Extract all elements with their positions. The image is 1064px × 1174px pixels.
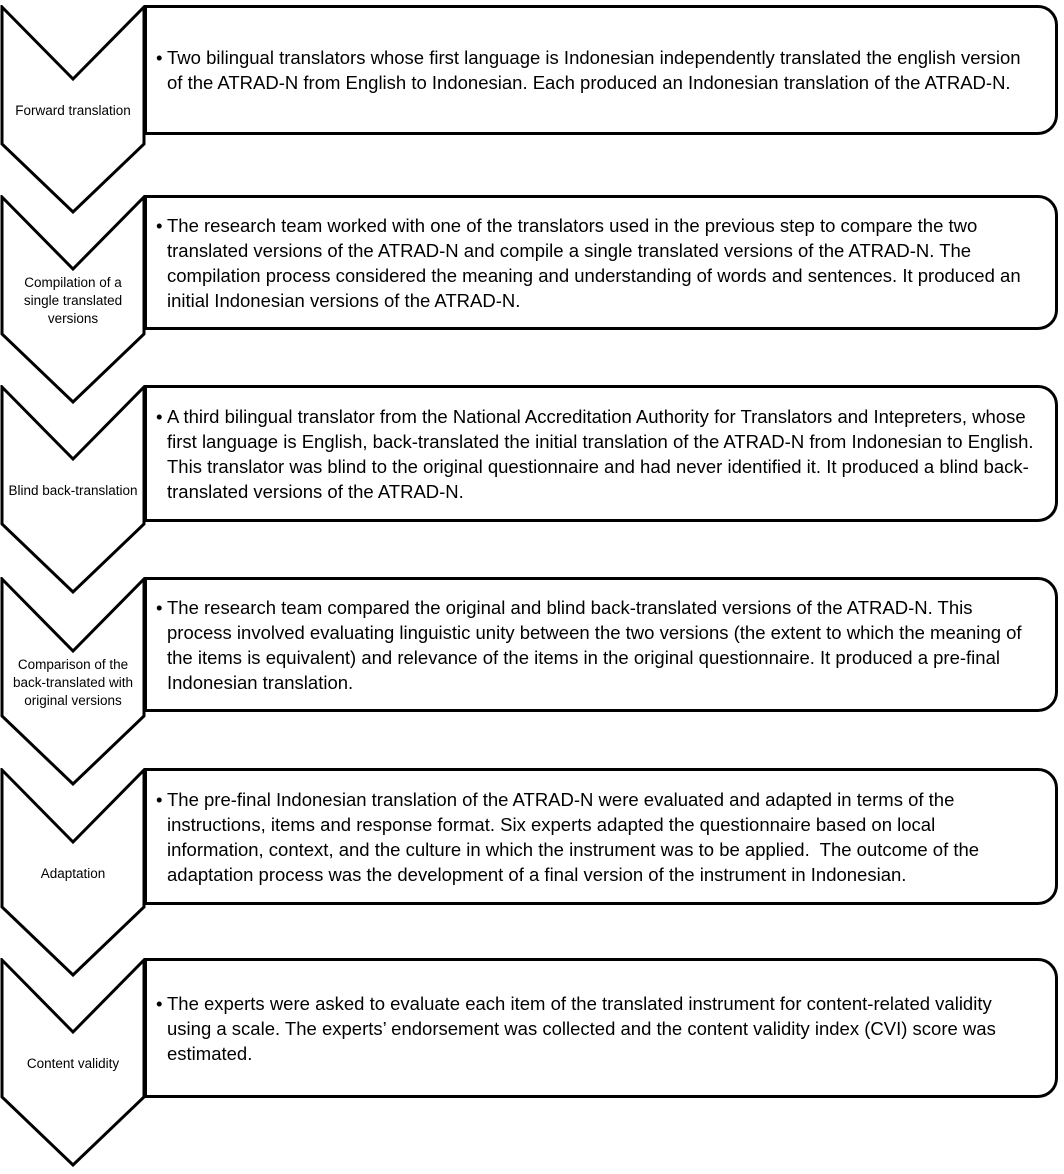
bullet-paragraph xyxy=(147,404,1045,504)
bullet-marker: • xyxy=(156,596,163,618)
step-description-box xyxy=(144,5,1058,135)
chevron-down-shape xyxy=(0,385,146,594)
step-label: Comparison of the back-translated with original versions xyxy=(12,657,134,708)
step-description-box xyxy=(144,577,1058,712)
bullet-paragraph xyxy=(147,595,1045,695)
chevron-down-shape xyxy=(0,768,146,977)
chevron-down-shape xyxy=(0,577,146,786)
step-description-text: A third bilingual translator from the National Accreditation Authority for Translators and Intepreters, whose first language is English, back-translated the initial translation of the ATRAD-N from Indonesian to English. This translator was blind to the original questionnaire and had never identified it. It produced a blind back-translated versions of the ATRAD-N. xyxy=(167,405,1039,502)
step-description-text: The research team worked with one of the translators used in the previous step to compare the two translated versions of the ATRAD-N and compile a single translated versions of the ATRAD-N. The compilation process considered the meaning and understanding of words and sentences. It produced an initial Indonesian versions of the ATRAD-N. xyxy=(167,214,1026,311)
step-description-text: The pre-final Indonesian translation of the ATRAD-N were evaluated and adapted in terms of the instructions, items and response format. Six experts adapted the questionnaire based on local information, context, and the culture in which the instrument was to be applied. The outcome of the adaptation process was the development of a final version of the instrument in Indonesian. xyxy=(167,788,985,885)
step-description-box xyxy=(144,385,1058,522)
chevron-down-shape xyxy=(0,195,146,404)
step-description-box xyxy=(144,768,1058,905)
step-description-box xyxy=(144,195,1058,330)
bullet-marker: • xyxy=(156,47,163,68)
bullet-paragraph xyxy=(147,991,1045,1066)
step-label: Adaptation xyxy=(40,866,106,882)
step-label: Compilation of a single translated versions xyxy=(23,275,123,326)
chevron-down-shape xyxy=(0,5,146,214)
bullet-marker: • xyxy=(156,992,163,1014)
bullet-paragraph xyxy=(147,45,1045,95)
step-label: Content validity xyxy=(26,1056,120,1072)
step-description-box xyxy=(144,958,1058,1098)
bullet-marker: • xyxy=(156,214,163,236)
bullet-marker: • xyxy=(156,405,163,427)
step-label: Forward translation xyxy=(15,103,131,119)
chevron-down-shape xyxy=(0,958,146,1167)
step-description-text: The research team compared the original and blind back-translated versions of the ATRAD-N. This process involved evaluating linguistic unity between the two versions (the extent to which the meaning of the items is equivalent) and relevance of the items in the original questionnaire. It produced a pre-final Indonesian translation. xyxy=(167,596,1027,693)
bullet-marker: • xyxy=(156,788,163,810)
bullet-paragraph xyxy=(147,213,1045,313)
step-description-text: The experts were asked to evaluate each item of the translated instrument for content-related validity using a scale. The experts’ endorsement was collected and the content validity index (CVI) score was estimated. xyxy=(167,992,1001,1064)
step-label: Blind back-translation xyxy=(8,483,138,499)
step-description-text: Two bilingual translators whose first language is Indonesian independently translated the english version of the ATRAD-N from English to Indonesian. Each produced an Indonesian translation of the ATRAD-N. xyxy=(167,47,1026,93)
bullet-paragraph xyxy=(147,787,1045,887)
